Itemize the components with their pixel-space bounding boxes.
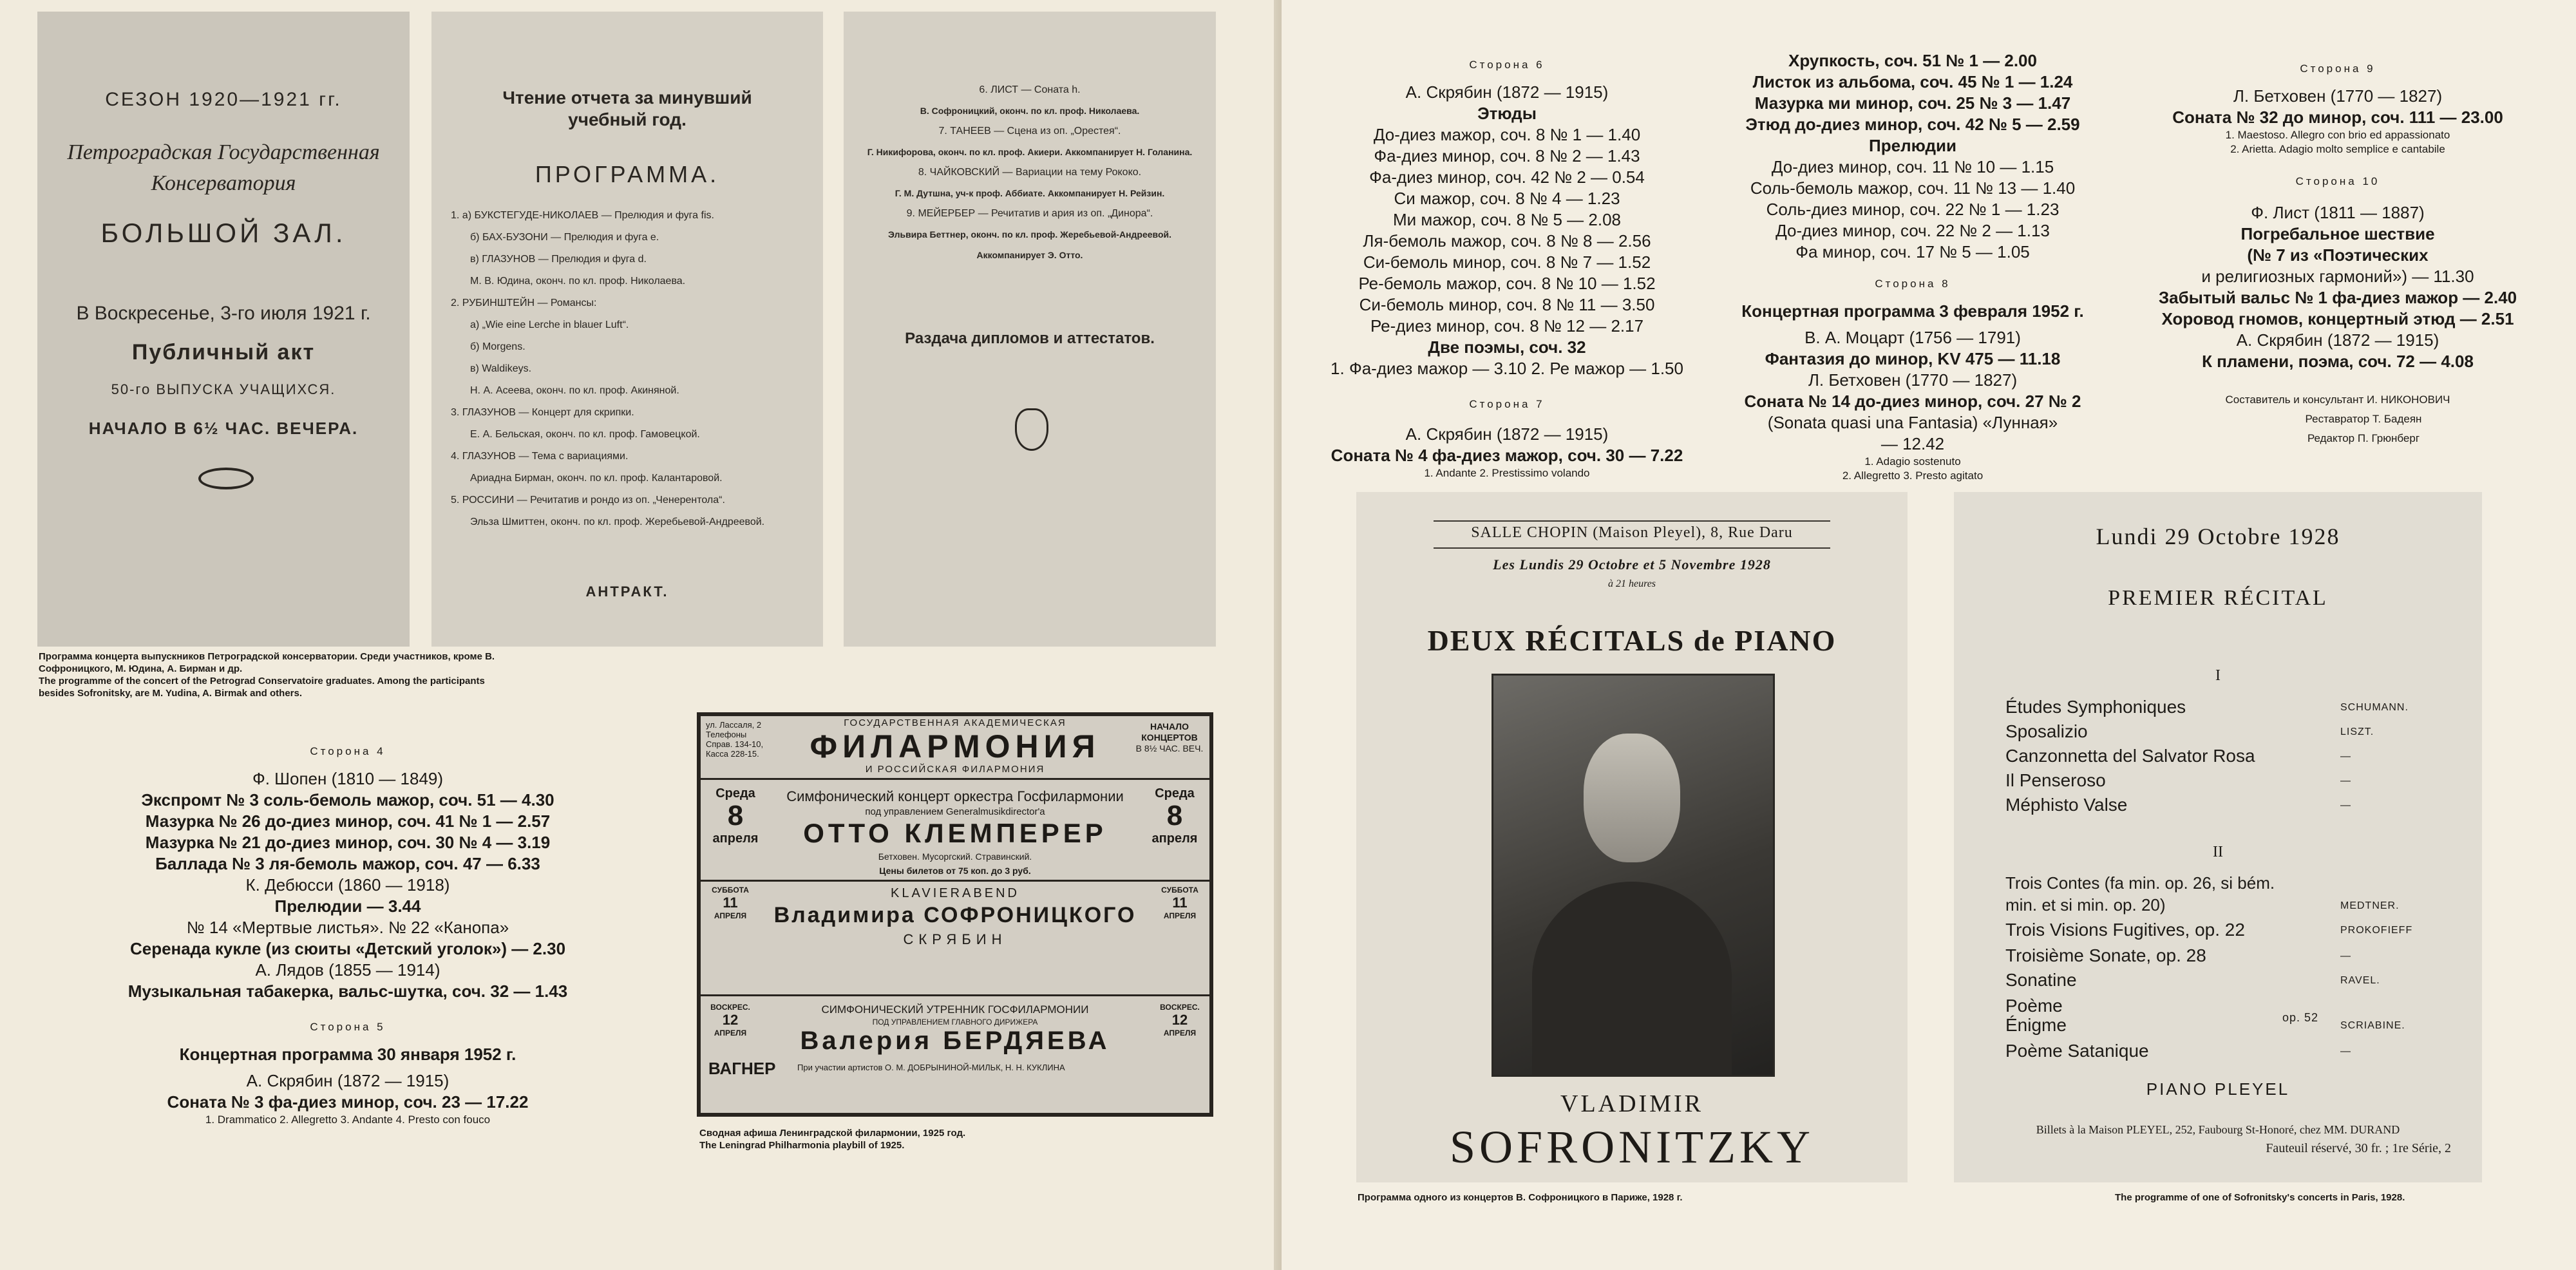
caption-petrograd [39, 650, 502, 699]
program-item: Ариадна Бирман, оконч. по кл. проф. Калантаровой. [470, 473, 723, 484]
paris-venue: SALLE CHOPIN (Maison Pleyel), 8, Rue Daru [1471, 524, 1793, 541]
caption-leningrad-en: The Leningrad Philharmonia playbill of 1925. [699, 1140, 905, 1151]
credit-compiler: Составитель и консультант И. НИКОНОВИЧ [2225, 393, 2450, 406]
program-item: Е. А. Бельская, оконч. по кл. проф. Гамовецкой. [470, 429, 700, 440]
track-line: Забытый вальс № 1 фа-диез мажор — 2.40 [2158, 288, 2517, 307]
side-10-label: Сторона 10 [2295, 175, 2380, 187]
paris-title: DEUX RÉCITALS de PIANO [1427, 624, 1837, 657]
playbill-wagner-note: При участии артистов О. М. ДОБРЫНИНОЙ-МИЛЬК, Н. Н. КУКЛИНА [797, 1063, 1065, 1072]
playbill-sat-right: СУББОТА 11 АПРЕЛЯ [1161, 886, 1198, 920]
program-item: В. Софроницкий, оконч. по кл. проф. Николаева. [920, 106, 1140, 116]
program-item: 5. РОССИНИ — Речитатив и рондо из оп. „Ченерентола“. [451, 495, 725, 506]
recital-seat: Fauteuil réservé, 30 fr. ; 1re Série, 2 [2266, 1141, 2451, 1155]
track-line: Ре-бемоль мажор, соч. 8 № 10 — 1.52 [1358, 274, 1656, 293]
recital-piano: PIANO PLEYEL [2146, 1079, 2290, 1099]
playbill-matinee: СИМФОНИЧЕСКИЙ УТРЕННИК ГОСФИЛАРМОНИИ [821, 1003, 1089, 1016]
program-diplomas: Раздача дипломов и аттестатов. [905, 330, 1155, 347]
recital-work: Troisième Sonate, op. 28 [2005, 945, 2206, 965]
track-line: Л. Бетховен (1770 — 1827) [1808, 370, 2018, 390]
playbill-concert-title: Симфонический концерт оркестра Госфилармонии [786, 788, 1124, 804]
track-line: Этюды [1477, 104, 1537, 123]
recital-composer: LISZT. [2340, 726, 2374, 737]
side-5-concert: Концертная программа 30 января 1952 г. [179, 1045, 516, 1064]
poster-institution-1: Петроградская Государственная [67, 140, 380, 164]
recital-work: Poème Satanique [2005, 1041, 2149, 1061]
recital-composer: — [2340, 951, 2351, 962]
playbill-address: ул. Лассаля, 2 Телефоны Справ. 134-10, Касса 228-15. [706, 720, 764, 759]
concert-poster-1921 [37, 12, 410, 647]
side-4-listing [58, 732, 638, 1127]
caption-leningrad [699, 1127, 1189, 1152]
playbill-org-3: И РОССИЙСКАЯ ФИЛАРМОНИЯ [865, 764, 1045, 775]
program-item: а) „Wie eine Lerche in blauer Luft“. [470, 319, 629, 330]
poster-graduates: 50-го ВЫПУСКА УЧАЩИХСЯ. [111, 381, 336, 397]
playbill-org-2: ФИЛАРМОНИЯ [810, 728, 1101, 764]
portrait-face [1584, 734, 1680, 862]
track-line: В. А. Моцарт (1756 — 1791) [1804, 328, 2021, 347]
side-5-label: Сторона 5 [310, 1021, 386, 1033]
credit-restorer: Реставратор Т. Бадеян [2305, 413, 2422, 425]
track-line: Этюд до-диез минор, соч. 42 № 5 — 2.59 [1745, 115, 2080, 134]
premier-recital-program [1954, 492, 2482, 1182]
program-item: в) ГЛАЗУНОВ — Прелюдия и фуга d. [470, 254, 647, 265]
program-item: 9. МЕЙЕРБЕР — Речитатив и ария из оп. „Динора“. [906, 208, 1153, 219]
recital-composer: — [2340, 800, 2351, 811]
concert-program-page-1 [431, 12, 823, 647]
side-9-movements-2: 2. Arietta. Adagio molto semplice e cantabile [2230, 143, 2445, 155]
track-line: До-диез мажор, соч. 8 № 1 — 1.40 [1373, 125, 1641, 144]
program-item: 2. РУБИНШТЕЙН — Романсы: [451, 298, 597, 308]
playbill-sun-right: ВОСКРЕС. 12 АПРЕЛЯ [1160, 1003, 1200, 1038]
playbill-date-right: Среда 8 апреля [1151, 786, 1198, 846]
recital-composer: SCRIABINE. [2340, 1020, 2405, 1031]
recital-work: Canzonnetta del Salvator Rosa [2005, 746, 2255, 766]
program-item: 8. ЧАЙКОВСКИЙ — Вариации на тему Рококо. [918, 167, 1142, 178]
recital-title: PREMIER RÉCITAL [2108, 586, 2328, 610]
program-item: Эльвира Беттнер, оконч. по кл. проф. Жеребьевой-Андреевой. Аккомпанирует Э. Отто. [887, 229, 1172, 260]
track-line: А. Скрябин (1872 — 1915) [1405, 82, 1609, 102]
side-9-work: Соната № 32 до минор, соч. 111 — 23.00 [2172, 108, 2503, 127]
track-line: Хрупкость, соч. 51 № 1 — 2.00 [1788, 51, 2037, 70]
caption-petrograd-en: The programme of the concert of the Petrograd Conservatoire graduates. Among the participants besides Sofronitsky, are M. Yudina, A. Birmak and others. [39, 676, 485, 699]
poster-date: В Воскресенье, 3-го июля 1921 г. [76, 303, 371, 324]
track-line: Си-бемоль минор, соч. 8 № 11 — 3.50 [1359, 295, 1655, 314]
poster-season: СЕЗОН 1920—1921 гг. [105, 89, 342, 110]
recital-composer: RAVEL. [2340, 975, 2380, 986]
track-line: Фа-диез минор, соч. 42 № 2 — 0.54 [1369, 167, 1645, 187]
right-page [1282, 0, 2576, 1270]
track-line: Мазурка № 26 до-диез минор, соч. 41 № 1 — 2.57 [145, 811, 551, 831]
playbill-matinee-conductor: Валерия БЕРДЯЕВА [800, 1027, 1110, 1055]
recital-work: Poème [2005, 996, 2063, 1016]
side-8-label: Сторона 8 [1875, 278, 1951, 290]
program-item: 4. ГЛАЗУНОВ — Тема с вариациями. [451, 451, 629, 462]
program-item: Г. М. Дутшна, уч-к проф. Аббиате. Аккомпанирует Н. Рейзин. [895, 188, 1165, 198]
track-line: А. Лядов (1855 — 1914) [255, 960, 440, 980]
track-line: Погребальное шествие [2240, 224, 2435, 243]
side-9-listing [2119, 49, 2557, 448]
recital-work: Trois Contes (fa min. op. 26, si bém. min. et si min. op. 20) [2005, 873, 2275, 915]
side-7-composer: А. Скрябин (1872 — 1915) [1405, 424, 1609, 444]
playbill-divider-3 [701, 994, 1209, 996]
recital-composer: SCHUMANN. [2340, 702, 2409, 713]
program-item: 1. a) БУКСТЕГУДЕ-НИКОЛАЕВ — Прелюдия и фуга fis. [451, 210, 714, 221]
recital-work: Sposalizio [2005, 721, 2088, 741]
track-line: Ля-бемоль мажор, соч. 8 № 8 — 2.56 [1363, 231, 1651, 251]
side-5-composer: А. Скрябин (1872 — 1915) [246, 1071, 450, 1090]
side-5-movements: 1. Drammatico 2. Allegretto 3. Andante 4. Presto con fouco [205, 1114, 491, 1126]
rule-mid [1434, 547, 1830, 549]
track-line: — 12.42 [1880, 434, 1945, 453]
track-line: Фа-диез минор, соч. 8 № 2 — 1.43 [1374, 146, 1640, 166]
track-line: Ф. Шопен (1810 — 1849) [252, 769, 444, 788]
track-line: К. Дебюсси (1860 — 1918) [245, 875, 450, 895]
ornament-icon [198, 468, 254, 489]
track-line: А. Скрябин (1872 — 1915) [2236, 330, 2439, 350]
playbill-klavierabend: KLAVIERABEND [891, 886, 1019, 900]
side-7-movements: 1. Andante 2. Prestissimo volando [1424, 467, 1590, 479]
track-line: Соль-бемоль мажор, соч. 11 № 13 — 1.40 [1750, 178, 2076, 198]
recital-part-2: II [2213, 844, 2223, 860]
track-line: Баллада № 3 ля-бемоль мажор, соч. 47 — 6.33 [155, 854, 540, 873]
paris-first-name: VLADIMIR [1560, 1090, 1703, 1117]
side-9-composer: Л. Бетховен (1770 — 1827) [2233, 86, 2443, 106]
left-page [0, 0, 1282, 1270]
program-items-2 [863, 80, 1197, 265]
recital-op52: op. 52 [2282, 1011, 2319, 1024]
playbill-sat-left: СУББОТА 11 АПРЕЛЯ [712, 886, 749, 920]
side-7-work: Соната № 4 фа-диез мажор, соч. 30 — 7.22 [1331, 446, 1683, 465]
track-line: Соль-диез минор, соч. 22 № 1 — 1.23 [1766, 200, 2060, 219]
playbill-org-1: ГОСУДАРСТВЕННАЯ АКАДЕМИЧЕСКАЯ [844, 717, 1066, 728]
track-line: Две поэмы, соч. 32 [1428, 337, 1586, 357]
playbill-conductor-note: под управлением Generalmusikdirector'а [865, 806, 1045, 817]
track-line: Ф. Лист (1811 — 1887) [2251, 203, 2425, 222]
credits [2119, 390, 2557, 448]
program-item: Эльза Шмиттен, оконч. по кл. проф. Жеребьевой-Андреевой. [470, 517, 765, 527]
playbill-date-left: Среда 8 апреля [712, 786, 759, 846]
track-line: (Sonata quasi una Fantasia) «Лунная» [1767, 413, 2058, 432]
program-item: 6. ЛИСТ — Соната h. [979, 84, 1081, 95]
program-intermission: АНТРАКТ. [585, 583, 669, 600]
playbill-composer: СКРЯБИН [903, 931, 1007, 947]
recital-work: Il Penseroso [2005, 770, 2106, 790]
program-item: Н. А. Асеева, оконч. по кл. проф. Акиняной. [470, 385, 679, 396]
paris-dates: Les Lundis 29 Octobre et 5 Novembre 1928 [1493, 556, 1771, 573]
recital-composer: PROKOFIEFF [2340, 925, 2413, 936]
track-line: (№ 7 из «Поэтических [2247, 245, 2429, 265]
recital-composer: MEDTNER. [2340, 900, 2400, 911]
paris-time: à 21 heures [1607, 578, 1656, 589]
leningrad-playbill [697, 712, 1213, 1117]
caption-petrograd-ru: Программа концерта выпускников Петроградской консерватории. Среди участников, кроме В. Софроницкого, М. Юдина, А. Бирман и др. [39, 651, 495, 674]
track-line: Экспромт № 3 соль-бемоль мажор, соч. 51 — 4.30 [141, 790, 554, 810]
portrait-suit [1532, 882, 1732, 1075]
program-item: М. В. Юдина, оконч. по кл. проф. Николаева. [470, 276, 686, 287]
recital-composer: — [2340, 751, 2351, 762]
playbill-sun-left: ВОСКРЕС. 12 АПРЕЛЯ [710, 1003, 750, 1038]
track-line: До-диез минор, соч. 22 № 2 — 1.13 [1776, 221, 2050, 240]
recital-date: Lundi 29 Octobre 1928 [2096, 524, 2340, 549]
playbill-pianist: Владимира СОФРОНИЦКОГО [773, 903, 1137, 927]
recital-work: Sonatine [2005, 970, 2077, 990]
recital-work: Trois Visions Fugitives, op. 22 [2005, 920, 2245, 940]
playbill-matinee-note: ПОД УПРАВЛЕНИЕМ ГЛАВНОГО ДИРИЖЕРА [872, 1018, 1038, 1027]
program-item: Г. Никифорова, оконч. по кл. проф. Акиери. Аккомпанирует Н. Голанина. [867, 147, 1193, 157]
playbill-divider-2 [701, 880, 1209, 882]
recital-part-1: I [2215, 667, 2221, 684]
playbill-program: Бетховен. Мусоргский. Стравинский. [878, 851, 1032, 862]
side-6-label: Сторона 6 [1469, 59, 1545, 71]
playbill-start: НАЧАЛО КОНЦЕРТОВ В 8½ ЧАС. ВЕЧ. [1135, 721, 1204, 753]
playbill-divider [701, 778, 1209, 780]
program-item: 3. ГЛАЗУНОВ — Концерт для скрипки. [451, 407, 634, 418]
side-9-label: Сторона 9 [2300, 62, 2376, 75]
track-line: 1. Фа-диез мажор — 3.10 2. Ре мажор — 1.50 [1331, 359, 1683, 378]
track-line: Листок из альбома, соч. 45 № 1 — 1.24 [1752, 72, 2073, 91]
recital-composer: — [2340, 775, 2351, 786]
poster-start: НАЧАЛО В 6½ ЧАС. ВЕЧЕРА. [88, 419, 359, 438]
program-item: в) Waldikeys. [470, 363, 532, 374]
track-line: К пламени, поэма, соч. 72 — 4.08 [2202, 352, 2474, 371]
poster-hall: БОЛЬШОЙ ЗАЛ. [100, 218, 346, 248]
recital-composer: — [2340, 1046, 2351, 1057]
paris-last-name: SOFRONITZKY [1449, 1121, 1815, 1173]
caption-paris-ru: Программа одного из концертов В. Софроницкого в Париже, 1928 г. [1358, 1192, 1683, 1203]
recital-work: Méphisto Valse [2005, 795, 2128, 815]
caption-paris-en: The programme of one of Sofronitsky's concerts in Paris, 1928. [2115, 1192, 2405, 1203]
track-line: Си-бемоль минор, соч. 8 № 7 — 1.52 [1363, 252, 1651, 272]
track-line: До-диез минор, соч. 11 № 10 — 1.15 [1771, 157, 2054, 176]
credit-editor: Редактор П. Грюнберг [2307, 432, 2420, 444]
side-7-label: Сторона 7 [1469, 398, 1545, 410]
side-4-label: Сторона 4 [310, 745, 386, 757]
concert-program-page-2 [844, 12, 1216, 647]
side-6-listing [1314, 45, 1700, 480]
playbill-conductor: ОТТО КЛЕМПЕРЕР [803, 818, 1107, 848]
track-line: № 14 «Мертвые листья». № 22 «Канопа» [186, 918, 509, 937]
track-line: и религиозных гармоний») — 11.30 [2201, 267, 2474, 286]
playbill-wagner: ВАГНЕР [708, 1059, 776, 1078]
poster-event: Публичный акт [131, 340, 316, 365]
program-item: б) БАХ-БУЗОНИ — Прелюдия и фуга e. [470, 232, 659, 243]
program-title: ПРОГРАММА. [535, 161, 720, 187]
recital-work: Études Symphoniques [2005, 697, 2186, 717]
track-line: Мазурка ми минор, соч. 25 № 3 — 1.47 [1754, 93, 2071, 113]
program-item: б) Morgens. [470, 341, 526, 352]
playbill-prices: Цены билетов от 75 коп. до 3 руб. [879, 866, 1031, 876]
rule-top [1434, 520, 1830, 522]
side-8-movements: 1. Adagio sostenuto [1864, 455, 1961, 468]
track-line: Прелюдии — 3.44 [274, 896, 421, 916]
caption-leningrad-ru: Сводная афиша Ленинградской филармонии, 1925 год. [699, 1128, 966, 1139]
program-item: 7. ТАНЕЕВ — Сцена из оп. „Орестея“. [938, 126, 1121, 137]
paris-recital-poster [1356, 492, 1908, 1182]
program-items [451, 205, 804, 533]
program-heading-1: Чтение отчета за минувший [502, 88, 752, 108]
recital-work: Énigme [2005, 1015, 2067, 1035]
track-line: Соната № 14 до-диез минор, соч. 27 № 2 [1744, 392, 2081, 411]
track-line: Серенада кукле (из сюиты «Детский уголок») — 2.30 [129, 939, 566, 958]
track-line: Прелюдии [1869, 136, 1956, 155]
side-7-continued [1707, 50, 2119, 483]
track-line: Ре-диез минор, соч. 8 № 12 — 2.17 [1370, 316, 1644, 336]
side-5-work: Соната № 3 фа-диез минор, соч. 23 — 17.22 [167, 1092, 529, 1112]
side-8-concert: Концертная программа 3 февраля 1952 г. [1741, 301, 2084, 321]
track-line: Музыкальная табакерка, вальс-шутка, соч. 32 — 1.43 [128, 981, 568, 1001]
emblem-icon [1015, 408, 1048, 451]
track-line: Ми мажор, соч. 8 № 5 — 2.08 [1393, 210, 1621, 229]
track-line: Си мажор, соч. 8 № 4 — 1.23 [1394, 189, 1620, 208]
side-8-movements-2: 2. Allegretto 3. Presto agitato [1842, 469, 1984, 482]
track-line: Мазурка № 21 до-диез минор, соч. 30 № 4 — 3.19 [145, 833, 551, 852]
sofronitzky-portrait [1492, 674, 1775, 1077]
program-heading-2: учебный год. [568, 109, 687, 129]
track-line: Фантазия до минор, KV 475 — 11.18 [1765, 349, 2061, 368]
side-9-movements: 1. Maestoso. Allegro con brio ed appassionato [2225, 129, 2450, 141]
track-line: Фа минор, соч. 17 № 5 — 1.05 [1795, 242, 2030, 261]
poster-institution-2: Консерватория [151, 171, 296, 195]
recital-tickets: Billets à la Maison PLEYEL, 252, Faubourg St-Honoré, chez MM. DURAND [2036, 1123, 2400, 1136]
track-line: Хоровод гномов, концертный этюд — 2.51 [2161, 309, 2514, 328]
